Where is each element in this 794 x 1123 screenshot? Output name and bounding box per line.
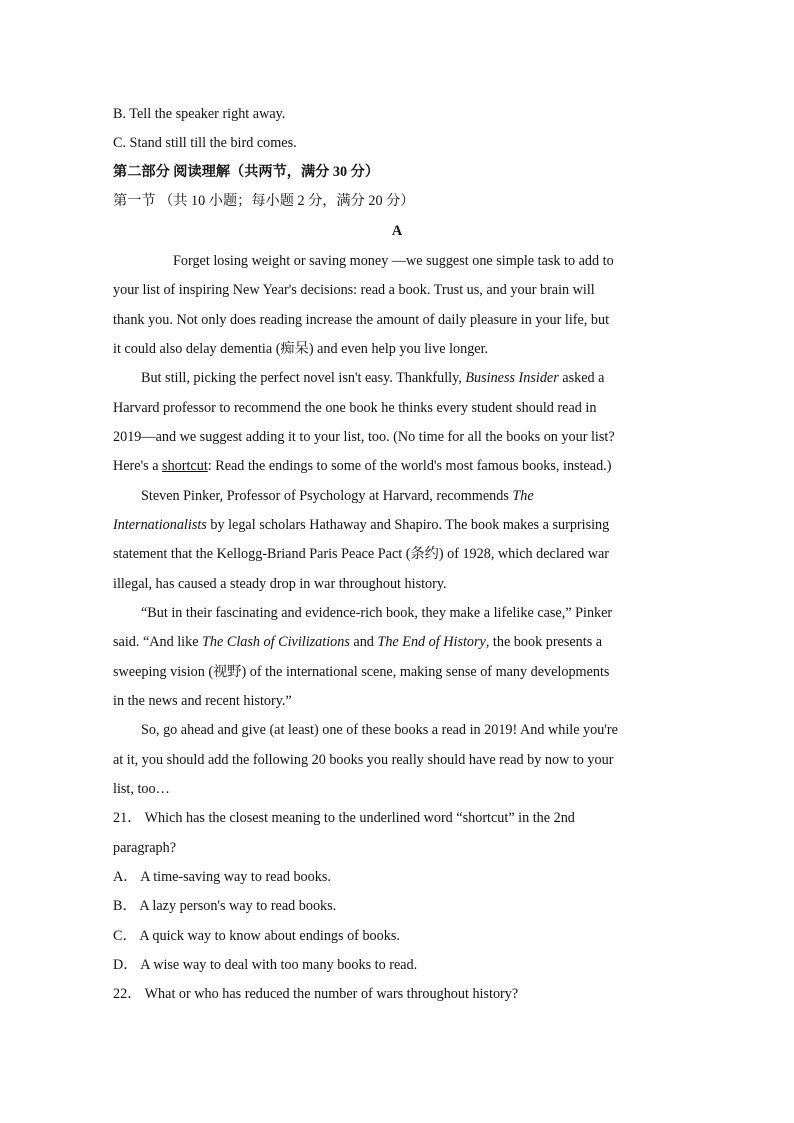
- paragraph-2-line-4: [113, 456, 611, 476]
- paragraph-4-line-2: [113, 632, 602, 652]
- question-21-stem-line-1: 21． Which has the closest meaning to the underlined word “shortcut” in the 2nd: [113, 810, 575, 826]
- question-21-option-b: B． A lazy person's way to read books.: [113, 898, 337, 914]
- publication-name: Business Insider: [465, 370, 559, 386]
- paragraph-3-line-3: statement that the Kellogg-Briand Paris Peace Pact (条约) of 1928, which declared war: [113, 546, 610, 562]
- question-22-stem: 22． What or who has reduced the number of wars throughout history?: [113, 986, 519, 1002]
- text-run: Steven Pinker, Professor of Psychology at Harvard, recommends: [141, 488, 513, 504]
- paragraph-5-line-3: list, too…: [113, 781, 170, 797]
- book-title: The: [512, 488, 534, 504]
- paragraph-4-line-1: “But in their fascinating and evidence-rich book, they make a lifelike case,” Pinker: [141, 605, 613, 621]
- paragraph-3-line-2: [113, 515, 609, 535]
- paragraph-5-line-1: So, go ahead and give (at least) one of these books a read in 2019! And while you're: [141, 722, 618, 738]
- underlined-word-shortcut: shortcut: [162, 458, 208, 474]
- subsection-heading: 第一节 （共 10 小题；每小题 2 分，满分 20 分）: [113, 193, 415, 209]
- paragraph-1-line-2: your list of inspiring New Year's decisions: read a book. Trust us, and your brain will: [113, 282, 595, 298]
- text-run: and: [349, 634, 378, 650]
- book-title: Internationalists: [113, 517, 207, 533]
- book-title: The Clash of Civilizations: [202, 634, 350, 650]
- paragraph-1-line-4: it could also delay dementia (痴呆) and even help you live longer.: [113, 341, 489, 357]
- question-21-option-a: A． A time-saving way to read books.: [113, 869, 331, 885]
- option-c-previous: C. Stand still till the bird comes.: [113, 135, 297, 151]
- paragraph-1-line-1: Forget losing weight or saving money —we suggest one simple task to add to: [173, 253, 614, 269]
- text-run: , the book presents a: [485, 634, 603, 650]
- book-title: The End of History: [377, 634, 486, 650]
- paragraph-4-line-4: in the news and recent history.”: [113, 693, 292, 709]
- text-run: by legal scholars Hathaway and Shapiro. The book makes a surprising: [206, 517, 610, 533]
- paragraph-5-line-2: at it, you should add the following 20 books you really should have read by now to your: [113, 752, 614, 768]
- paragraph-3-line-1: [141, 486, 534, 506]
- question-21-stem-line-2: paragraph?: [113, 840, 177, 856]
- text-run: asked a: [558, 370, 605, 386]
- text-run: But still, picking the perfect novel isn't easy. Thankfully,: [141, 370, 466, 386]
- text-run: : Read the endings to some of the world's most famous books, instead.): [207, 458, 612, 474]
- paragraph-3-line-4: illegal, has caused a steady drop in war throughout history.: [113, 576, 447, 592]
- question-21-option-d: D． A wise way to deal with too many books to read.: [113, 957, 418, 973]
- question-21-option-c: C． A quick way to know about endings of books.: [113, 928, 400, 944]
- passage-label: A: [391, 223, 403, 239]
- text-run: Here's a: [113, 458, 163, 474]
- paragraph-2-line-3: 2019—and we suggest adding it to your list, too. (No time for all the books on your list?: [113, 429, 615, 445]
- paragraph-2-line-2: Harvard professor to recommend the one book he thinks every student should read in: [113, 400, 597, 416]
- paragraph-4-line-3: sweeping vision (视野) of the international scene, making sense of many developments: [113, 664, 610, 680]
- paragraph-1-line-3: thank you. Not only does reading increase the amount of daily pleasure in your life, but: [113, 312, 610, 328]
- option-b-previous: B. Tell the speaker right away.: [113, 106, 286, 122]
- text-run: said. “And like: [113, 634, 203, 650]
- section-heading: 第二部分 阅读理解（共两节，满分 30 分）: [113, 164, 380, 180]
- paragraph-2-line-1: [141, 368, 604, 388]
